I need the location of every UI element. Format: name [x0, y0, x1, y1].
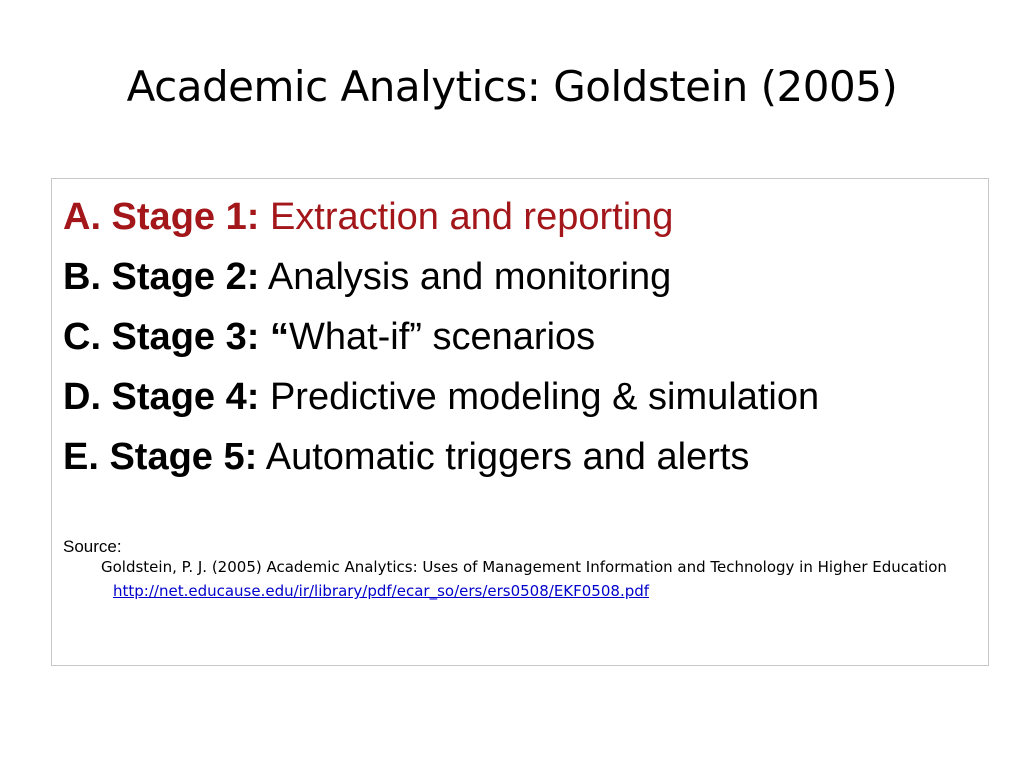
- source-block: [63, 537, 973, 601]
- content-box: [51, 178, 989, 666]
- stage-item-3: [63, 307, 819, 367]
- stage-label: D. Stage 4:: [63, 376, 260, 418]
- stage-text: Extraction and reporting: [259, 196, 674, 238]
- source-label: Source:: [63, 537, 122, 556]
- source-citation: Goldstein, P. J. (2005) Academic Analytics: Uses of Management Information and Technology in Higher Education: [101, 558, 947, 576]
- slide-title: Academic Analytics: Goldstein (2005): [126, 62, 898, 111]
- stage-text: Predictive modeling & simulation: [259, 376, 820, 418]
- stage-item-2: [63, 247, 819, 307]
- stage-item-5: [63, 427, 819, 487]
- stage-label: C. Stage 3: “: [63, 316, 289, 358]
- stage-label: E. Stage 5:: [63, 436, 258, 478]
- stage-label: A. Stage 1:: [63, 196, 260, 238]
- source-link[interactable]: http://net.educause.edu/ir/library/pdf/ecar_so/ers/ers0508/EKF0508.pdf: [113, 582, 650, 600]
- stage-label: B. Stage 2:: [63, 256, 260, 298]
- stage-item-1: [63, 187, 819, 247]
- stage-item-4: [63, 367, 819, 427]
- stage-text: What-if” scenarios: [288, 316, 596, 358]
- stage-text: Automatic triggers and alerts: [257, 436, 750, 478]
- stage-list: [63, 187, 819, 487]
- stage-text: Analysis and monitoring: [259, 256, 672, 298]
